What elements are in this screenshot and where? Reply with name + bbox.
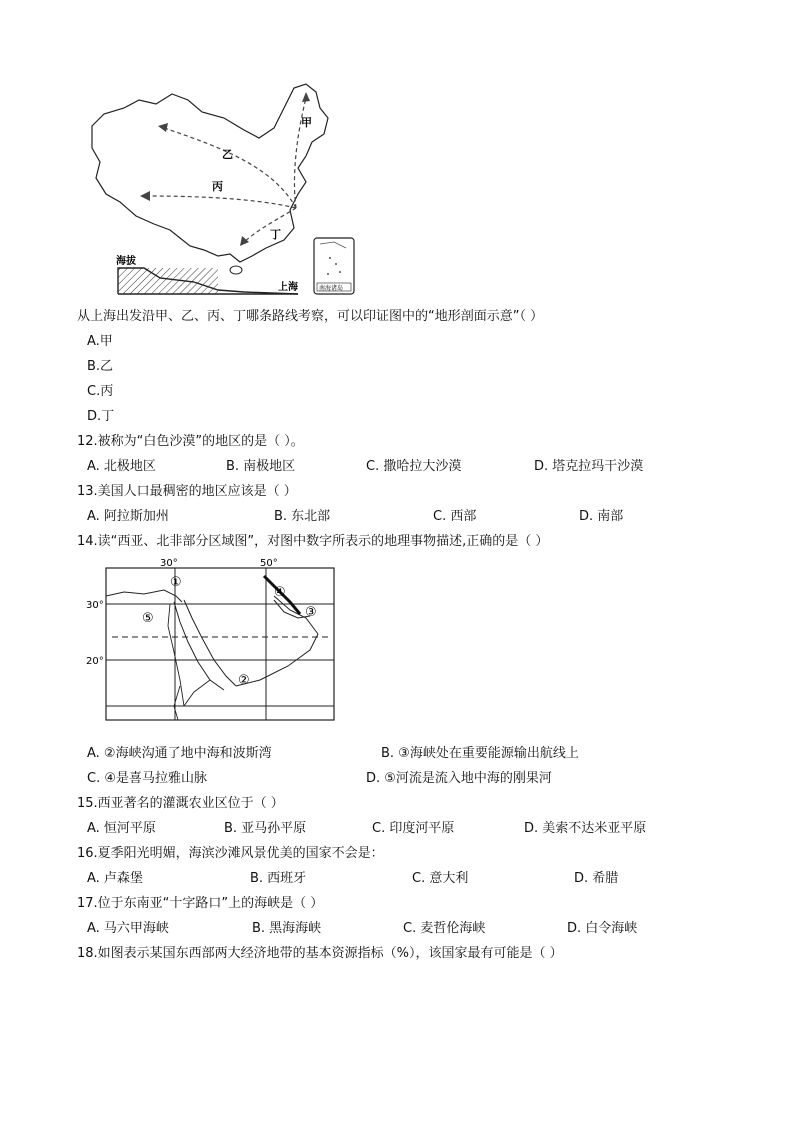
q16-option-d[interactable]: D. 希腊: [574, 871, 619, 886]
q12-option-a[interactable]: A. 北极地区: [87, 459, 156, 474]
q14-stem: 14.读“西亚、北非部分区域图”，对图中数字所表示的地理事物描述,正确的是（ ）: [77, 534, 549, 549]
q12-stem: 12.被称为“白色沙漠”的地区的是（ ）。: [77, 434, 304, 449]
label-ding: 丁: [270, 228, 281, 241]
q17-option-d[interactable]: D. 白令海峡: [567, 921, 638, 936]
lon-30-label: 30°: [160, 558, 178, 569]
q12-option-c[interactable]: C. 撒哈拉大沙漠: [366, 459, 462, 474]
q15-option-c[interactable]: C. 印度河平原: [372, 821, 455, 836]
q17-option-c[interactable]: C. 麦哲伦海峡: [403, 921, 486, 936]
q16-option-a[interactable]: A. 卢森堡: [87, 871, 143, 886]
label-yi: 乙: [222, 148, 233, 161]
q16-option-c[interactable]: C. 意大利: [412, 871, 469, 886]
q11-option-a[interactable]: A.甲: [87, 334, 113, 349]
q14-option-b[interactable]: B. ③海峡处在重要能源输出航线上: [381, 746, 579, 761]
q13-option-c[interactable]: C. 西部: [433, 509, 477, 524]
q15-option-a[interactable]: A. 恒河平原: [87, 821, 156, 836]
q17-option-a[interactable]: A. 马六甲海峡: [87, 921, 169, 936]
profile-hatch-fill: [118, 268, 218, 294]
q14-option-c[interactable]: C. ④是喜马拉雅山脉: [87, 771, 207, 786]
q11-option-b[interactable]: B.乙: [87, 359, 114, 374]
africa-horn: [174, 680, 210, 720]
red-sea-east: [184, 600, 236, 686]
red-sea-west: [174, 602, 224, 690]
inset-caption: 南海诸岛: [319, 285, 344, 292]
marker-2: ②: [238, 673, 250, 688]
q17-stem: 17.位于东南亚“十字路口”上的海峡是（ ）: [77, 896, 324, 911]
q15-option-b[interactable]: B. 亚马孙平原: [224, 821, 307, 836]
q13-option-d[interactable]: D. 南部: [579, 509, 624, 524]
q13-option-b[interactable]: B. 东北部: [274, 509, 331, 524]
q12-option-d[interactable]: D. 塔克拉玛干沙漠: [534, 459, 644, 474]
lat-30-label: 30°: [86, 600, 104, 611]
label-bing: 丙: [212, 180, 223, 193]
marker-5: ⑤: [142, 611, 154, 626]
mediterranean-coast: [106, 590, 182, 602]
q16-option-b[interactable]: B. 西班牙: [250, 871, 307, 886]
label-jia: 甲: [301, 116, 312, 129]
lon-50-label: 50°: [260, 558, 278, 569]
route-bing: [146, 196, 296, 208]
hainan-island: [230, 266, 242, 274]
marker-4: ④: [274, 585, 286, 600]
q11-option-d[interactable]: D.丁: [87, 409, 115, 424]
marker-1: ①: [170, 575, 182, 590]
q15-stem: 15.西亚著名的灌溉农业区位于（ ）: [77, 796, 284, 811]
q14-option-d[interactable]: D. ⑤河流是流入地中海的刚果河: [366, 771, 552, 786]
lat-20-label: 20°: [86, 656, 104, 667]
q13-stem: 13.美国人口最稠密的地区应该是（ ）: [77, 484, 297, 499]
q16-stem: 16.夏季阳光明媚，海滨沙滩风景优美的国家不会是：: [77, 846, 384, 861]
q12-option-b[interactable]: B. 南极地区: [226, 459, 296, 474]
label-shanghai: 上海: [278, 282, 298, 293]
q17-option-b[interactable]: B. 黑海海峡: [252, 921, 322, 936]
q11-stem: 从上海出发沿甲、乙、丙、丁哪条路线考察，可以印证图中的“地形剖面示意”（ ）: [77, 309, 544, 324]
q15-option-d[interactable]: D. 美索不达米亚平原: [524, 821, 647, 836]
marker-3: ③: [305, 605, 317, 620]
q18-stem: 18.如图表示某国东西部两大经济地带的基本资源指标（%），该国家最有可能是（ ）: [77, 946, 563, 961]
label-haiba: 海拔: [116, 256, 136, 267]
china-outline: [92, 84, 328, 262]
china-route-map: [84, 78, 360, 298]
q14-option-a[interactable]: A. ②海峡沟通了地中海和波斯湾: [87, 746, 272, 761]
q11-option-c[interactable]: C.丙: [87, 384, 114, 399]
q13-option-a[interactable]: A. 阿拉斯加州: [87, 509, 169, 524]
nile-river: [168, 604, 184, 706]
west-asia-map: [84, 556, 340, 726]
